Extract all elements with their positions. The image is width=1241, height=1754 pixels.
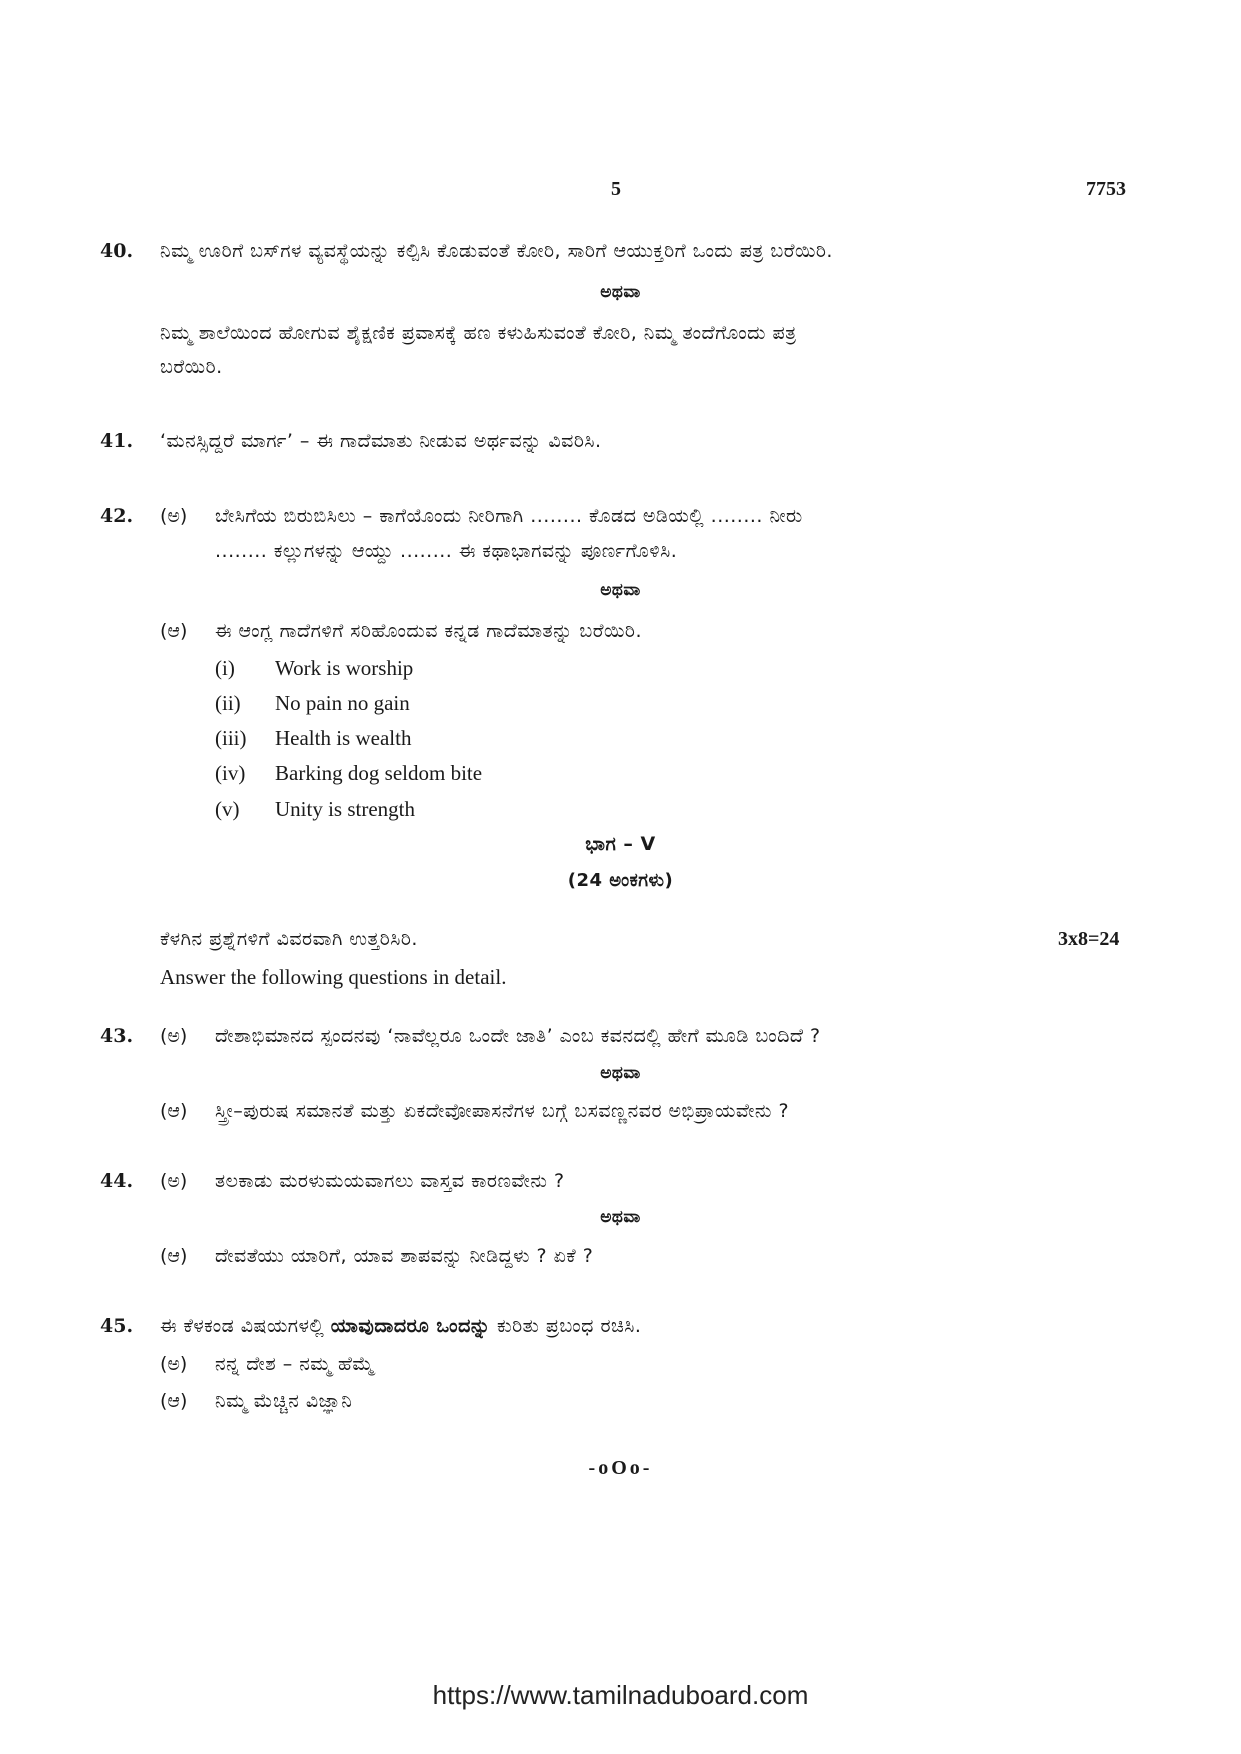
question-43a-text: ದೇಶಾಭಿಮಾನದ ಸ್ಪಂದನವು ‘ನಾವೆಲ್ಲರೂ ಒಂದೇ ಜಾತಿ’ ಎಂಬ ಕವನದಲ್ಲಿ ಹೇಗೆ ಮೂಡಿ ಬಂದಿದೆ ? [215,1025,821,1047]
section-instruction-english: Answer the following questions in detail. [160,965,507,989]
question-number-41: 41. [100,430,134,452]
proverb-list-item-text: Work is worship [275,656,414,680]
question-40-alt-line1: ನಿಮ್ಮ ಶಾಲೆಯಿಂದ ಹೋಗುವ ಶೈಕ್ಷಣಿಕ ಪ್ರವಾಸಕ್ಕೆ ಹಣ ಕಳುಹಿಸುವಂತೆ ಕೋರಿ, ನಿಮ್ಮ ತಂದೆಗೊಂದು ಪತ್ರ [160,322,797,344]
question-41-text: ‘ಮನಸ್ಸಿದ್ದರೆ ಮಾರ್ಗ’ – ಈ ಗಾದೆಮಾತು ನೀಡುವ ಅರ್ಥವನ್ನು ವಿವರಿಸಿ. [160,430,602,452]
page-number: 5 [611,178,621,200]
question-number-40: 40. [100,240,134,262]
proverb-list-item-text: No pain no gain [275,691,410,715]
marks-scheme: 3x8=24 [1058,928,1120,950]
question-42b-text: ಈ ಆಂಗ್ಲ ಗಾದೆಗಳಿಗೆ ಸರಿಹೊಂದುವ ಕನ್ನಡ ಗಾದೆಮಾತನ್ನು ಬರೆಯಿರಿ. [215,620,642,642]
proverb-list-item-text: Barking dog seldom bite [275,761,483,785]
proverb-list-item: (iv) [215,761,246,785]
question-40-text: ನಿಮ್ಮ ಊರಿಗೆ ಬಸ್‌ಗಳ ವ್ಯವಸ್ಥೆಯನ್ನು ಕಲ್ಪಿಸಿ ಕೊಡುವಂತೆ ಕೋರಿ, ಸಾರಿಗೆ ಆಯುಕ್ತರಿಗೆ ಒಂದು ಪತ್ರ ಬರೆಯಿರಿ. [160,240,833,262]
question-42a-line2: ........ ಕಲ್ಲುಗಳನ್ನು ಆಯ್ದು ........ ಈ ಕಥಾಭಾಗವನ್ನು ಪೂರ್ಣಗೊಳಿಸಿ. [215,540,678,562]
section-marks: (24 ಅಂಕಗಳು) [567,870,674,891]
question-45a-text: ನನ್ನ ದೇಶ – ನಮ್ಮ ಹೆಮ್ಮೆ [215,1353,375,1375]
paper-code: 7753 [1086,178,1126,200]
or-label: ಅಥವಾ [600,580,641,600]
question-40-alt-line2: ಬರೆಯಿರಿ. [160,356,223,378]
question-43b-text: ಸ್ತ್ರೀ–ಪುರುಷ ಸಮಾನತೆ ಮತ್ತು ಏಕದೇವೋಪಾಸನೆಗಳ ಬಗ್ಗೆ ಬಸವಣ್ಣನವರ ಅಭಿಪ್ರಾಯವೇನು ? [215,1100,790,1122]
question-42a-line1: ಬೇಸಿಗೆಯ ಬಿರುಬಿಸಿಲು – ಕಾಗೆಯೊಂದು ನೀರಿಗಾಗಿ ........ ಕೊಡದ ಅಡಿಯಲ್ಲಿ ........ ನೀರು [215,505,803,527]
option-label-b: (ಆ) [160,1245,188,1267]
question-45b-text: ನಿಮ್ಮ ಮೆಚ್ಚಿನ ವಿಜ್ಞಾನಿ [215,1390,353,1412]
question-44b-text: ದೇವತೆಯು ಯಾರಿಗೆ, ಯಾವ ಶಾಪವನ್ನು ನೀಡಿದ್ದಳು ? ಏಕೆ ? [215,1245,594,1267]
question-45-text-emphasis: ಯಾವುದಾದರೂ ಒಂದನ್ನು [330,1315,491,1337]
question-number-42: 42. [100,505,134,527]
proverb-list-item: (v) [215,797,240,821]
question-number-44: 44. [100,1170,134,1192]
end-of-paper-mark: -oOo- [588,1457,653,1479]
option-label-a: (ಅ) [160,1025,188,1047]
option-label-a: (ಅ) [160,1170,188,1192]
option-label-a: (ಅ) [160,505,188,527]
section-title: ಭಾಗ – V [585,833,656,855]
section-instruction-kannada: ಕೆಳಗಿನ ಪ್ರಶ್ನೆಗಳಿಗೆ ವಿವರವಾಗಿ ಉತ್ತರಿಸಿರಿ. [160,928,418,950]
question-44a-text: ತಲಕಾಡು ಮರಳುಮಯವಾಗಲು ವಾಸ್ತವ ಕಾರಣವೇನು ? [215,1170,565,1192]
or-label: ಅಥವಾ [600,1207,641,1227]
option-label-b: (ಆ) [160,620,188,642]
question-45-text-post: ಕುರಿತು ಪ್ರಬಂಧ ರಚಿಸಿ. [490,1315,642,1337]
question-number-45: 45. [100,1315,134,1337]
proverb-list-item: (iii) [215,726,247,750]
proverb-list-item: (i) [215,656,235,680]
option-label-a: (ಅ) [160,1353,188,1375]
proverb-list-item-text: Unity is strength [275,797,415,821]
footer-url[interactable]: https://www.tamilnaduboard.com [432,1680,809,1710]
proverb-list-item: (ii) [215,691,241,715]
question-45-text-pre: ಈ ಕೆಳಕಂಡ ವಿಷಯಗಳಲ್ಲಿ [160,1315,331,1337]
question-45-text [160,1315,641,1337]
option-label-b: (ಆ) [160,1390,188,1412]
question-number-43: 43. [100,1025,134,1047]
or-label: ಅಥವಾ [600,282,641,302]
or-label: ಅಥವಾ [600,1063,641,1083]
proverb-list-item-text: Health is wealth [275,726,412,750]
option-label-b: (ಆ) [160,1100,188,1122]
